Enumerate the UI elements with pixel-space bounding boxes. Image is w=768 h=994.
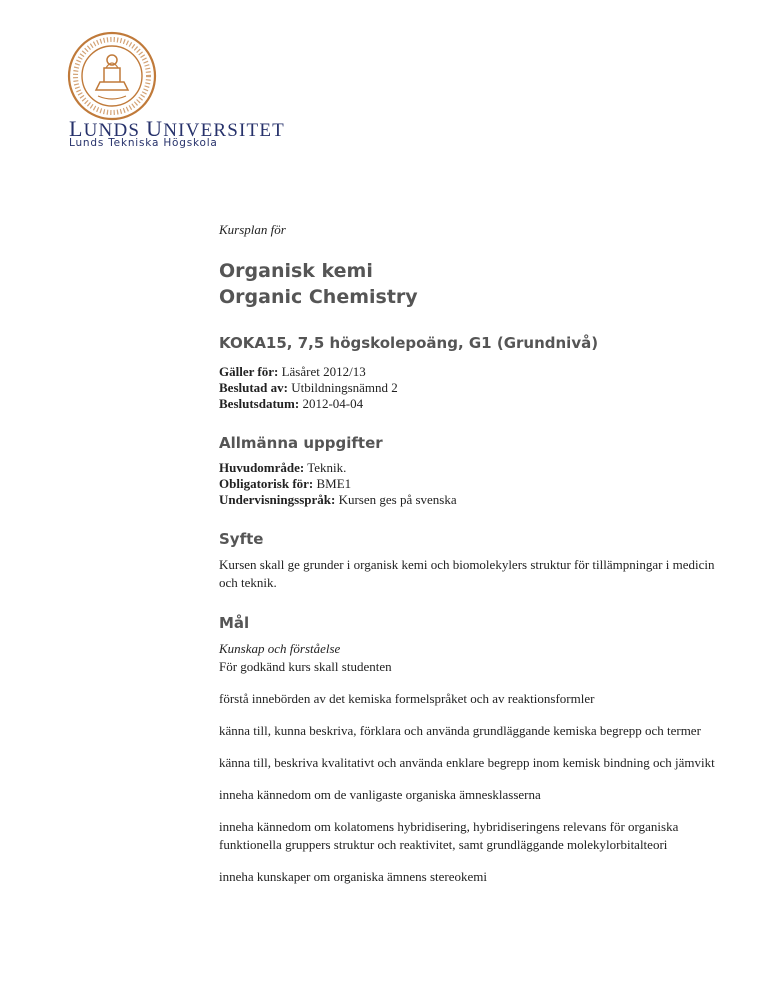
course-title-swedish: Organisk kemi (219, 260, 373, 282)
doc-kicker: Kursplan för (219, 222, 286, 237)
section-heading-syfte: Syfte (219, 530, 264, 548)
syfte-text: Kursen skall ge grunder i organisk kemi och biomolekylers struktur för tillämpningar i medicin och teknik. (219, 557, 715, 590)
info-main-field: Huvudområde: Teknik. (219, 460, 347, 475)
goal-item: inneha kännedom om de vanligaste organiska ämnesklasserna (219, 787, 541, 802)
course-code-line: KOKA15, 7,5 högskolepoäng, G1 (Grundnivå) (219, 334, 599, 352)
info-language: Undervisningsspråk: Kursen ges på svenska (219, 492, 457, 507)
goal-item: känna till, kunna beskriva, förklara och använda grundläggande kemiska begrepp och termer (219, 723, 701, 738)
meta-decided-by: Beslutad av: Utbildningsnämnd 2 (219, 380, 398, 395)
course-title-english: Organic Chemistry (219, 286, 418, 308)
university-wordmark: LUNDS UNIVERSITET (69, 116, 285, 141)
meta-valid-for: Gäller för: Läsåret 2012/13 (219, 364, 366, 379)
mal-intro: För godkänd kurs skall studenten (219, 659, 392, 674)
goal-item: känna till, beskriva kvalitativt och använda enklare begrepp inom kemisk bindning och jämvikt (219, 755, 715, 770)
faculty-name: Lunds Tekniska Högskola (69, 137, 218, 149)
course-document (219, 222, 719, 886)
info-compulsory-for: Obligatorisk för: BME1 (219, 476, 352, 491)
section-heading-mal: Mål (219, 614, 250, 632)
mal-subheading: Kunskap och förståelse (219, 641, 341, 656)
lund-university-seal-icon (66, 30, 158, 122)
meta-decision-date: Beslutsdatum: 2012-04-04 (219, 396, 364, 411)
goal-item: förstå innebörden av det kemiska formelspråket och av reaktionsformler (219, 691, 595, 706)
section-heading-allmanna: Allmänna uppgifter (219, 434, 383, 452)
goal-item: inneha kunskaper om organiska ämnens stereokemi (219, 869, 487, 884)
goal-item: inneha kännedom om kolatomens hybridisering, hybridiseringens relevans för organiska funktionella gruppers struktur och reaktivitet, samt grundläggande molekylorbitalteori (219, 819, 679, 852)
